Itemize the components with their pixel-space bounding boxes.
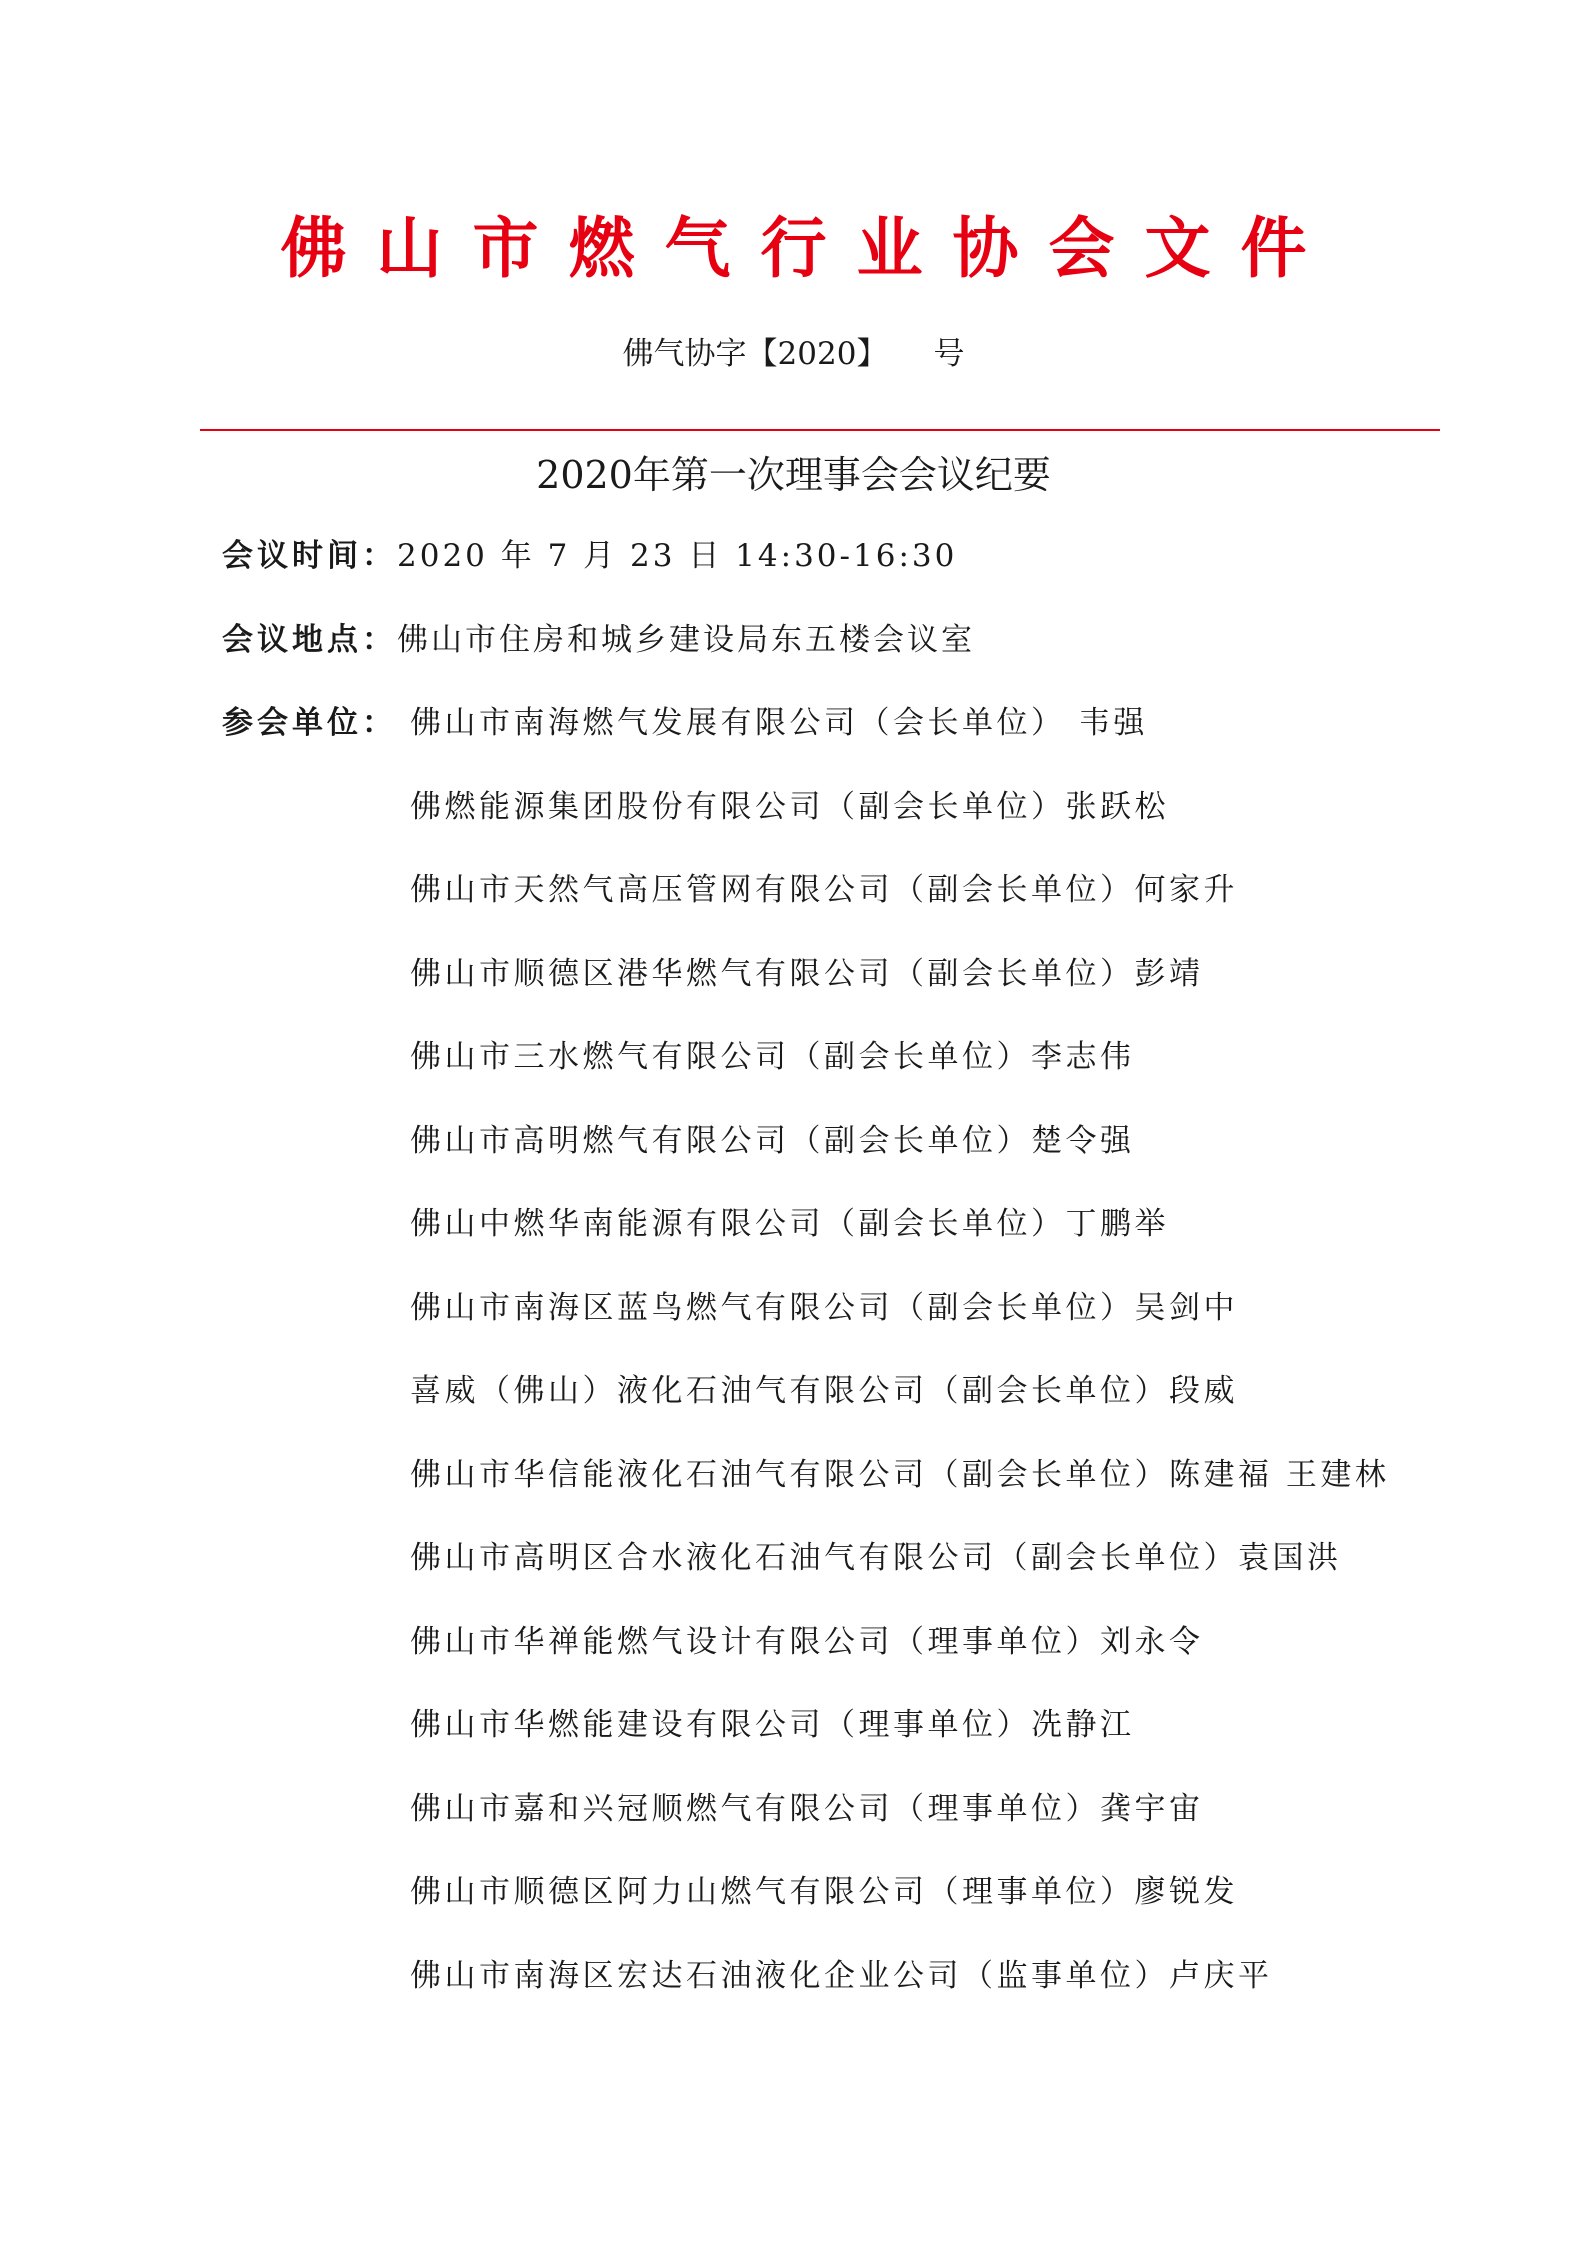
red-divider	[200, 429, 1440, 431]
meeting-place-label: 会议地点：	[222, 622, 397, 658]
attendee-item: 佛山市高明区合水液化石油气有限公司（副会长单位）袁国洪	[410, 1540, 1342, 1576]
attendee-item: 佛山市华燃能建设有限公司（理事单位）冼静江	[410, 1707, 1135, 1743]
document-number-prefix: 佛气协字【2020】	[622, 336, 888, 372]
attendee-item: 佛山市南海区宏达石油液化企业公司（监事单位）卢庆平	[410, 1958, 1273, 1994]
attendee-item: 佛燃能源集团股份有限公司（副会长单位）张跃松	[410, 789, 1169, 825]
attendee-item: 佛山市顺德区港华燃气有限公司（副会长单位）彭靖	[410, 956, 1204, 992]
attendee-item: 佛山市顺德区阿力山燃气有限公司（理事单位）廖锐发	[410, 1874, 1238, 1910]
attendee-item: 佛山市嘉和兴冠顺燃气有限公司（理事单位）龚宇宙	[410, 1791, 1204, 1827]
attendee-item: 佛山市华禅能燃气设计有限公司（理事单位）刘永令	[410, 1624, 1204, 1660]
attendee-item: 佛山市天然气高压管网有限公司（副会长单位）何家升	[410, 872, 1238, 908]
attendee-item: 喜威（佛山）液化石油气有限公司（副会长单位）段威	[410, 1373, 1238, 1409]
meeting-time-value: 2020 年 7 月 23 日 14:30-16:30	[397, 538, 958, 574]
attendee-item: 佛山市三水燃气有限公司（副会长单位）李志伟	[410, 1039, 1135, 1075]
attendee-item: 佛山市南海燃气发展有限公司（会长单位） 韦强	[410, 705, 1148, 741]
meeting-time-label: 会议时间：	[222, 538, 397, 574]
attendee-item: 佛山市华信能液化石油气有限公司（副会长单位）陈建福 王建林	[410, 1457, 1390, 1493]
meeting-time-row	[222, 534, 957, 578]
attending-units-row	[222, 701, 397, 745]
org-header-title: 佛山市燃气行业协会文件	[280, 209, 1337, 287]
attending-units-label: 参会单位：	[222, 705, 397, 741]
meeting-place-row	[222, 618, 975, 662]
meeting-place-value: 佛山市住房和城乡建设局东五楼会议室	[397, 622, 975, 658]
document-number-suffix: 号	[933, 336, 965, 372]
document-number	[0, 332, 1587, 376]
attendee-item: 佛山市高明燃气有限公司（副会长单位）楚令强	[410, 1123, 1135, 1159]
attendee-item: 佛山中燃华南能源有限公司（副会长单位）丁鹏举	[410, 1206, 1169, 1242]
attendee-item: 佛山市南海区蓝鸟燃气有限公司（副会长单位）吴剑中	[410, 1290, 1238, 1326]
document-title: 2020年第一次理事会会议纪要	[536, 453, 1051, 497]
